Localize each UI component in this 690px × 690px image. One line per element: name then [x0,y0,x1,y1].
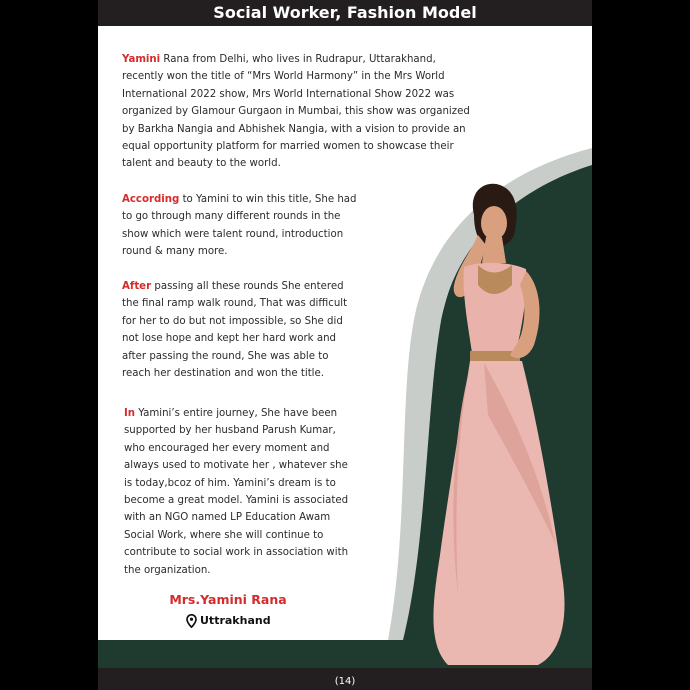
paragraph-text: to Yamini to win this title, She had to go through many different rounds in the show which were talent round, introduction round & many more. [122,194,357,258]
article-paragraph-2 [122,191,367,261]
model-photo [388,175,588,670]
author-location [186,612,271,630]
magazine-page [98,0,592,690]
article-paragraph-3 [122,278,352,382]
paragraph-text: Rana from Delhi, who lives in Rudrapur, Uttarakhand, recently won the title of “Mrs World Harmony” in the Mrs World International 2022 show, Mrs World International Show 2022 was organized by Glamour Gurgaon in Mumbai, this show was organized by Barkha Nangia and Abhishek Nangia, with a vision to provide an equal opportunity platform for married women to showcase their talent and beauty to the world. [122,54,470,170]
author-name: Mrs.Yamini Rana [169,592,287,607]
paragraph-lead-word: In [124,408,136,419]
page-footer: (14) [98,668,592,690]
paragraph-lead-word: Yamini [122,54,161,65]
page-header: Social Worker, Fashion Model [98,0,592,26]
article-paragraph-4 [124,405,354,579]
paragraph-text: passing all these rounds She entered the final ramp walk round, That was difficult for her to do but not impossible, so She did not lose hope and kept her hard work and after passing the round, She was able to reach her destination and won the title. [122,281,348,380]
paragraph-lead-word: According [122,194,180,205]
article-paragraph-1 [122,51,472,173]
map-pin-icon [186,614,197,628]
location-label: Uttrakhand [200,614,271,627]
paragraph-text: Yamini’s entire journey, She have been supported by her husband Parush Kumar, who encouraged her every moment and always used to motivate her , whatever she is today,bcoz of him. Yamini’s dream is to become a great model. Yamini is associated with an NGO named LP Education Awam Social Work, where she will continue to contribute to social work in association with the organization. [124,408,349,576]
paragraph-lead-word: After [122,281,152,292]
